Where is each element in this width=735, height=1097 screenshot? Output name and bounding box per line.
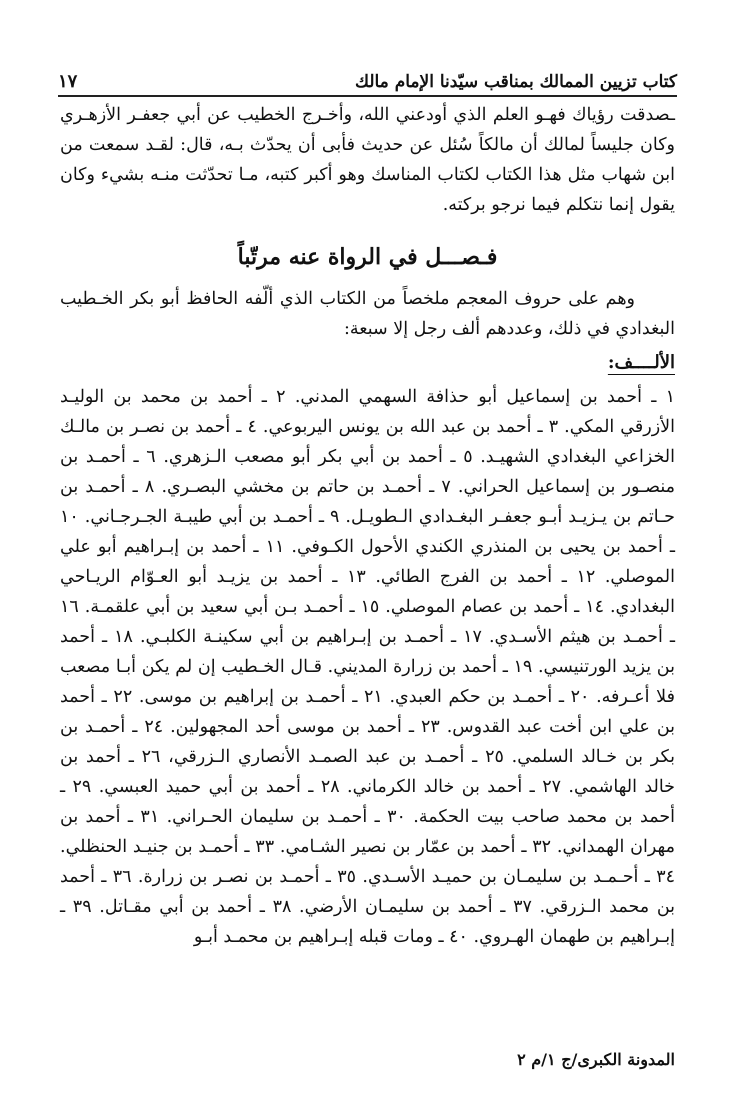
page-header (58, 52, 677, 97)
section-heading: فـصـــل في الرواة عنه مرتّباً (237, 244, 498, 270)
body-text (60, 100, 675, 952)
opening-paragraph: ـصدقت رؤياك فهـو العلم الذي أودعني الله، وأخـرج الخطيب عن أبي جعفـر الأزهـري وكان جليساً لمالك أن مالكاً سُئل عن حديث فأبى أن يحدّث بـه، قال: لقـد سمعت من ابن شهاب مثل هذا الكتاب لكتاب المناسك وهو أكبر كتبه، مـا تحدّثت منـه بشيء وكان يقول إنما نتكلم فيما نرجو بركته. (60, 105, 675, 215)
page-footer (60, 1050, 675, 1069)
volume-signature: المدونة الكبرى/ج ١/م ٢ (517, 1050, 675, 1069)
narrators-list: ١ ـ أحمد بن إسماعيل أبو حذافة السهمي المدني. ٢ ـ أحمد بن محمد بن الوليـد الأزرقي المكي. ٣ ـ أحمد بن عبد الله بن يونس اليربوعي. ٤ ـ أحمد بن نصـر بن مالـك الخزاعي البغدادي الشهيـد. ٥ ـ أحمد بن أبي بكر أبو مصعب الـزهري. ٦ ـ أحمـد بن منصـور بن إسماعيل الحراني. ٧ ـ أحمـد بن حاتم بن مخشي البصـري. ٨ ـ أحمـد بن حـاتم بن يـزيـد أبـو جعفـر البغـدادي الـطويـل. ٩ ـ أحمـد بن أبي طيبـة الجـرجـاني. ١٠ ـ أحمد بن يحيى بن المنذري الكندي الأحول الكـوفي. ١١ ـ أحمد بن إبـراهيم أبو علي الموصلي. ١٢ ـ أحمد بن الفرج الطائي. ١٣ ـ أحمد بن يزيـد أبو العـوّام الريـاحي البغدادي. ١٤ ـ أحمد بن عصام الموصلي. ١٥ ـ أحمـد بـن أبي سعيد بن أبي علقمـة. ١٦ ـ أحمـد بن هيثم الأسـدي. ١٧ ـ أحمـد بن إبـراهيم بن أبي سكينـة الكلبـي. ١٨ ـ أحمد بن يزيد الورتنيسي. ١٩ ـ أحمد بن زرارة المديني. قـال الخـطيب إن لم يكن أبـا مصعب فلا أعـرفه. ٢٠ ـ أحمـد بن حكم العبدي. ٢١ ـ أحمـد بن إبراهيم بن موسى. ٢٢ ـ أحمد بن علي ابن أخت عبد القدوس. ٢٣ ـ أحمد بن موسى أحد المجهولين. ٢٤ ـ أحمـد بن بكر بن خـالد السلمي. ٢٥ ـ أحمـد بن عبد الصمـد الأنصاري الـزرقي، ٢٦ ـ أحمد بن خالد الهاشمي. ٢٧ ـ أحمد بن خالد الكرماني. ٢٨ ـ أحمد بن أبي حميد العبسي. ٢٩ ـ أحمد بن محمد صاحب بيت الحكمة. ٣٠ ـ أحمـد بن سليمان الحـراني. ٣١ ـ أحمد بن مهران الهمداني. ٣٢ ـ أحمد بن عمّار بن نصير الشـامي. ٣٣ ـ أحمـد بن جنيـد الحنظلي. ٣٤ ـ أحـمـد بن سليمـان بن حميـد الأسـدي. ٣٥ ـ أحمـد بن نصـر بن زرارة. ٣٦ ـ أحمد بن محمد الـزرقي. ٣٧ ـ أحمد بن سليمـان الأرضي. ٣٨ ـ أحمد بن أبي مقـاتل. ٣٩ ـ إبـراهيم بن طهمان الهـروي. ٤٠ ـ ومات قبله إبـراهيم بن محمـد أبـو (60, 387, 676, 947)
intro-paragraph: وهم على حروف المعجم ملخصاً من الكتاب الذي ألّفه الحافظ أبو بكر الخـطيب البغدادي في ذلك، وعددهم ألف رجل إلا سبعة: (60, 289, 675, 339)
page-number: ١٧ (58, 71, 78, 92)
letter-heading: الألــــف: (607, 352, 675, 373)
running-title: كتاب تزيين الممالك بمناقب سيّدنا الإمام مالك (355, 72, 677, 92)
